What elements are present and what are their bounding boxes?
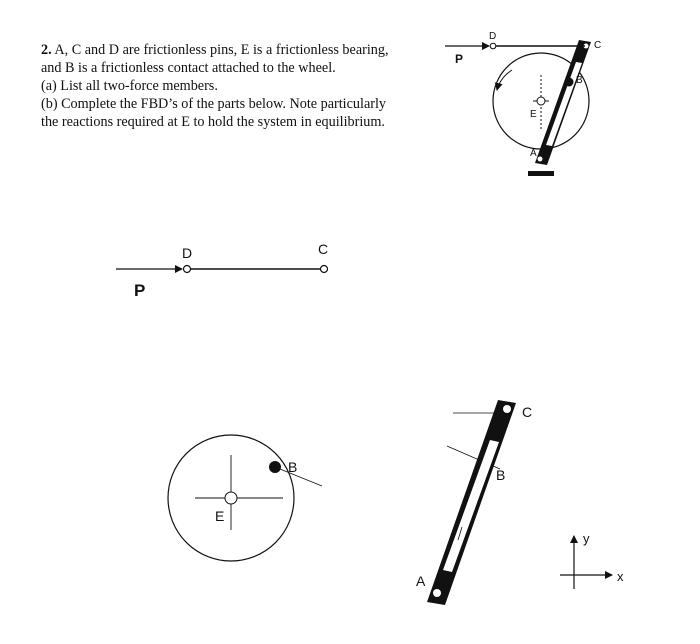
assembly-diagram	[445, 31, 601, 176]
fbd-link-dc	[116, 241, 328, 300]
label-e: E	[215, 508, 225, 524]
label-p-top: P	[455, 52, 464, 66]
contact-normal-line	[275, 467, 322, 486]
label-a-top: A	[530, 148, 537, 159]
label-c-bar: C	[522, 404, 533, 420]
pin-a-top	[538, 157, 543, 162]
fbd-wheel	[168, 435, 322, 561]
fbd-bar	[416, 400, 532, 605]
problem-line-3: (a) List all two-force members.	[41, 78, 218, 94]
ground-support	[528, 171, 554, 176]
bar-fbd-slot	[443, 440, 499, 572]
contact-b	[269, 461, 281, 473]
pin-a-fbd	[433, 589, 441, 597]
coordinate-axes	[560, 531, 624, 589]
rotation-arrow-icon	[497, 70, 512, 90]
label-d-top: D	[489, 31, 497, 42]
label-b-bar: B	[496, 467, 506, 483]
pin-d-top	[490, 43, 496, 49]
contact-b-top	[565, 78, 574, 87]
label-y: y	[583, 531, 590, 546]
pin-c	[321, 266, 328, 273]
label-p: P	[134, 281, 146, 300]
pin-d	[184, 266, 191, 273]
bearing-e-fbd	[225, 492, 237, 504]
bearing-e	[537, 97, 545, 105]
pin-c-fbd	[503, 405, 511, 413]
problem-line-2: and B is a frictionless contact attached to the wheel.	[41, 60, 336, 76]
problem-text-1: A, C and D are frictionless pins, E is a frictionless bearing,	[54, 42, 389, 58]
label-a-bar: A	[416, 573, 426, 589]
label-c-top: C	[594, 40, 602, 51]
problem-line-4: (b) Complete the FBD’s of the parts below. Note particularly	[41, 96, 387, 112]
problem-line-5: the reactions required at E to hold the system in equilibrium.	[41, 114, 385, 130]
label-b-top: B	[576, 75, 583, 86]
label-e-top: E	[530, 109, 537, 120]
label-c: C	[318, 241, 329, 257]
label-x: x	[617, 569, 624, 584]
problem-number: 2.	[41, 42, 52, 58]
label-b: B	[288, 459, 298, 475]
label-d: D	[182, 245, 193, 261]
